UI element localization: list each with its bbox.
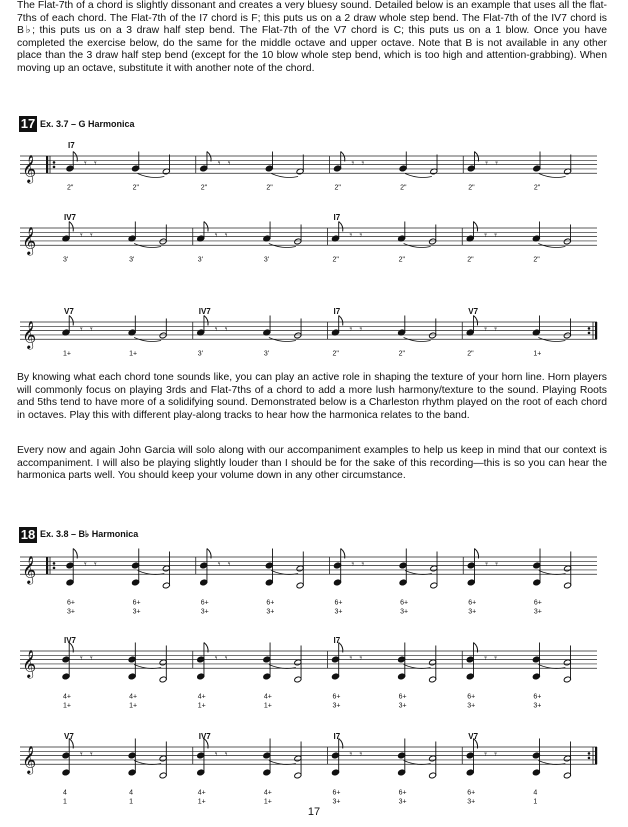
tab-label: 6+ — [67, 599, 75, 607]
tab-label: 4 — [63, 789, 67, 797]
tab-label: 1+ — [63, 702, 71, 710]
tab-label: 3' — [129, 256, 135, 264]
eighth-rest: 𝄾 — [94, 559, 97, 571]
eighth-rest: 𝄾 — [90, 230, 93, 242]
eighth-rest: 𝄾 — [214, 230, 218, 242]
tie — [538, 760, 565, 764]
treble-clef: 𝄞 — [22, 650, 37, 678]
example-title: Ex. 3.8 – B♭ Harmonica — [40, 529, 139, 540]
tab-label: 1+ — [129, 702, 138, 710]
tab-label: 3+ — [467, 702, 476, 710]
tab-label: 3+ — [266, 608, 275, 616]
note-flag — [204, 221, 208, 231]
treble-clef: 𝄞 — [22, 227, 37, 255]
eighth-rest: 𝄾 — [90, 653, 93, 665]
tab-label: 1+ — [197, 798, 206, 806]
tab-label: 3' — [197, 256, 203, 264]
repeat-dot — [53, 161, 56, 164]
eighth-rest: 𝄾 — [494, 230, 497, 242]
tab-label: 2" — [332, 256, 339, 264]
tab-label: 6+ — [398, 693, 407, 701]
tab-label: 6+ — [533, 693, 542, 701]
chord-symbol: I7 — [333, 307, 341, 316]
chord-tone-paragraph: By knowing what each chord tone sounds like, you can play an active role in shaping the texture of your horn line. Horn players will commonly focus on playing 3rds and Flat-7ths of a chord to add a more lush harmony/texture to the sound. Playing Roots and 5ths tend to have more of a solidifying sound. Demonstrated below is a Charleston rhythm played on the root of each chord in octaves. Play this with different play-along tracks to hear how the harmonica relates to the band. — [17, 372, 607, 421]
chord-symbol: V7 — [468, 732, 479, 741]
treble-clef: 𝄞 — [22, 155, 37, 183]
tab-label: 6+ — [467, 789, 476, 797]
tab-label: 2" — [398, 350, 406, 358]
chord-symbol: IV7 — [198, 307, 211, 316]
tab-label: 2" — [67, 184, 74, 192]
tab-label: 6+ — [132, 599, 141, 607]
eighth-rest: 𝄾 — [351, 158, 355, 170]
eighth-rest: 𝄾 — [485, 158, 488, 170]
eighth-rest: 𝄾 — [494, 653, 497, 665]
treble-clef: 𝄞 — [22, 746, 37, 774]
tab-label: 3+ — [467, 798, 476, 806]
tab-label: 4+ — [197, 693, 206, 701]
repeat-dot — [53, 562, 56, 565]
eighth-rest: 𝄾 — [214, 749, 218, 761]
chord-symbol: V7 — [64, 307, 74, 316]
eighth-rest: 𝄾 — [494, 324, 497, 336]
example-number: 18 — [20, 526, 36, 542]
eighth-rest: 𝄾 — [94, 158, 97, 170]
tie — [138, 173, 165, 177]
tab-label: 2" — [266, 184, 273, 192]
intro-paragraph: The Flat-7th of a chord is slightly dissonant and creates a very bluesy sound. Detailed below is an example that uses all the flat-7ths of each chord. The Flat-7th of the I7 chord is F; this puts us on a 2 draw whole step bend. The Flat-7th of the IV7 chord is B♭; this puts us on a 3 draw half step bend. The Flat-7th of the V7 chord is C; this puts us on a 1 blow. Once you have completed the exercise below, do the same for the middle octave and upper octave. Note that B is not available in any other place than the 3 draw half step bend (except for the 10 blow whole step bend, which is too high and attention-grabbing). When moving up an octave, substitute it with another note of the chord. — [17, 0, 607, 74]
eighth-rest: 𝄾 — [359, 324, 363, 336]
tab-label: 6+ — [398, 789, 407, 797]
tab-label: 6+ — [533, 599, 542, 607]
tab-label: 6+ — [266, 599, 275, 607]
note-flag — [69, 315, 73, 325]
tab-label: 6+ — [332, 693, 341, 701]
tab-label: 4+ — [129, 693, 138, 701]
eighth-rest: 𝄾 — [224, 230, 228, 242]
note-flag — [339, 315, 343, 325]
tab-label: 2" — [533, 256, 540, 264]
chord-symbol: IV7 — [198, 732, 211, 741]
eighth-rest: 𝄾 — [214, 324, 218, 336]
note-flag — [473, 315, 477, 325]
eighth-rest: 𝄾 — [484, 749, 487, 761]
tab-label: 3+ — [200, 608, 209, 616]
tab-label: 1+ — [129, 350, 138, 358]
example-18-heading — [19, 526, 138, 542]
tab-label: 4+ — [63, 693, 71, 701]
tie — [269, 760, 296, 764]
tab-label: 2" — [533, 184, 541, 192]
repeat-dot — [53, 166, 56, 169]
tie — [539, 570, 566, 574]
note-flag — [339, 221, 343, 231]
tab-label: 1+ — [533, 350, 542, 358]
tab-label: 2" — [398, 256, 406, 264]
repeat-dot — [53, 567, 56, 570]
tab-label: 6+ — [468, 599, 477, 607]
tab-label: 2" — [467, 350, 474, 358]
tab-label: 6+ — [332, 789, 341, 797]
eighth-rest: 𝄾 — [349, 749, 353, 761]
tab-label: 2" — [334, 184, 341, 192]
tie — [138, 570, 165, 574]
tab-label: 4+ — [197, 789, 206, 797]
eighth-rest: 𝄾 — [495, 559, 498, 571]
chord-symbol: I7 — [333, 732, 341, 741]
tie — [271, 173, 298, 177]
eighth-rest: 𝄾 — [351, 559, 355, 571]
eighth-rest: 𝄾 — [90, 749, 93, 761]
eighth-rest: 𝄾 — [80, 324, 83, 336]
eighth-rest: 𝄾 — [359, 749, 363, 761]
example-title: Ex. 3.7 – G Harmonica — [40, 118, 135, 129]
eighth-rest: 𝄾 — [361, 158, 365, 170]
chord-symbol: I7 — [333, 213, 341, 222]
tab-label: 6+ — [334, 599, 343, 607]
eighth-rest: 𝄾 — [84, 158, 87, 170]
tab-label: 1 — [63, 798, 67, 806]
chord-symbol: I7 — [333, 636, 341, 645]
tab-label: 1 — [533, 798, 538, 806]
tab-label: 3+ — [398, 702, 407, 710]
eighth-rest: 𝄾 — [484, 230, 487, 242]
eighth-rest: 𝄾 — [484, 324, 487, 336]
tab-label: 4 — [129, 789, 134, 797]
eighth-rest: 𝄾 — [224, 653, 228, 665]
eighth-rest: 𝄾 — [227, 158, 231, 170]
tab-label: 3' — [263, 256, 270, 264]
eighth-rest: 𝄾 — [349, 230, 353, 242]
tie — [405, 173, 432, 177]
tab-label: 3+ — [468, 608, 477, 616]
tab-label: 3+ — [332, 798, 341, 806]
eighth-rest: 𝄾 — [359, 653, 363, 665]
eighth-rest: 𝄾 — [227, 559, 231, 571]
eighth-rest: 𝄾 — [90, 324, 93, 336]
eighth-rest: 𝄾 — [361, 559, 365, 571]
eighth-rest: 𝄾 — [494, 749, 497, 761]
tab-label: 1 — [129, 798, 134, 806]
eighth-rest: 𝄾 — [224, 749, 228, 761]
tab-label: 6+ — [400, 599, 409, 607]
eighth-rest: 𝄾 — [484, 653, 487, 665]
chord-symbol: IV7 — [64, 636, 77, 645]
tab-label: 3' — [197, 350, 203, 358]
tab-label: 4+ — [263, 789, 272, 797]
eighth-rest: 𝄾 — [359, 230, 363, 242]
tab-label: 3' — [263, 350, 270, 358]
solo-paragraph: Every now and again John Garcia will solo along with our accompaniment examples to help us keep in mind that our context is accompaniment. I will also be playing slightly louder than I should be for the sake of this recording—this is so you can hear the harmonica parts well. You should keep your volume down in any other circumstance. — [17, 445, 607, 482]
tab-label: 2" — [467, 256, 474, 264]
eighth-rest: 𝄾 — [349, 324, 353, 336]
tab-label: 1+ — [63, 350, 71, 358]
tie — [538, 664, 565, 668]
tab-label: 1+ — [197, 702, 206, 710]
tie — [271, 570, 298, 574]
tab-label: 3+ — [400, 608, 409, 616]
chord-symbol: V7 — [468, 307, 479, 316]
chord-symbol: V7 — [64, 732, 74, 741]
repeat-dot — [588, 332, 591, 335]
tab-label: 6+ — [200, 599, 209, 607]
note-flag — [69, 221, 73, 231]
tie — [404, 760, 431, 764]
eighth-rest: 𝄾 — [80, 653, 83, 665]
tie — [134, 760, 161, 764]
treble-clef: 𝄞 — [22, 321, 37, 349]
repeat-bar — [46, 557, 48, 574]
tie — [539, 173, 566, 177]
chord-symbol: IV7 — [64, 213, 77, 222]
tab-label: 4+ — [263, 693, 272, 701]
tab-label: 2" — [200, 184, 208, 192]
tab-label: 3+ — [332, 702, 341, 710]
end-thick-bar — [595, 322, 597, 339]
tab-label: 2" — [332, 350, 339, 358]
eighth-rest: 𝄾 — [485, 559, 488, 571]
tab-label: 3+ — [533, 608, 542, 616]
eighth-rest: 𝄾 — [495, 158, 498, 170]
tab-label: 3' — [63, 256, 69, 264]
eighth-rest: 𝄾 — [349, 653, 353, 665]
repeat-bar — [46, 156, 48, 173]
tie — [269, 664, 296, 668]
tie — [404, 664, 431, 668]
tab-label: 2" — [132, 184, 139, 192]
tab-label: 1+ — [263, 702, 272, 710]
tab-label: 3+ — [334, 608, 343, 616]
tab-label: 2" — [400, 184, 407, 192]
tie — [405, 570, 432, 574]
eighth-rest: 𝄾 — [214, 653, 218, 665]
tab-label: 3+ — [67, 608, 75, 616]
eighth-rest: 𝄾 — [80, 749, 83, 761]
note-flag — [204, 315, 208, 325]
eighth-rest: 𝄾 — [224, 324, 228, 336]
treble-clef: 𝄞 — [22, 556, 37, 584]
eighth-rest: 𝄾 — [84, 559, 87, 571]
page-number: 17 — [307, 806, 321, 818]
eighth-rest: 𝄾 — [80, 230, 83, 242]
eighth-rest: 𝄾 — [217, 559, 221, 571]
end-thick-bar — [595, 747, 597, 764]
repeat-dot — [588, 757, 591, 760]
tab-label: 4 — [533, 789, 538, 797]
repeat-dot — [588, 327, 591, 330]
tab-label: 6+ — [467, 693, 476, 701]
tab-label: 3+ — [533, 702, 542, 710]
tab-label: 3+ — [398, 798, 407, 806]
chord-symbol: I7 — [68, 141, 75, 150]
tab-label: 3+ — [132, 608, 141, 616]
note-flag — [473, 221, 477, 231]
tie — [134, 664, 161, 668]
eighth-rest: 𝄾 — [217, 158, 221, 170]
tab-label: 1+ — [263, 798, 272, 806]
example-number: 17 — [20, 115, 36, 131]
tab-label: 2" — [468, 184, 475, 192]
repeat-dot — [588, 752, 591, 755]
